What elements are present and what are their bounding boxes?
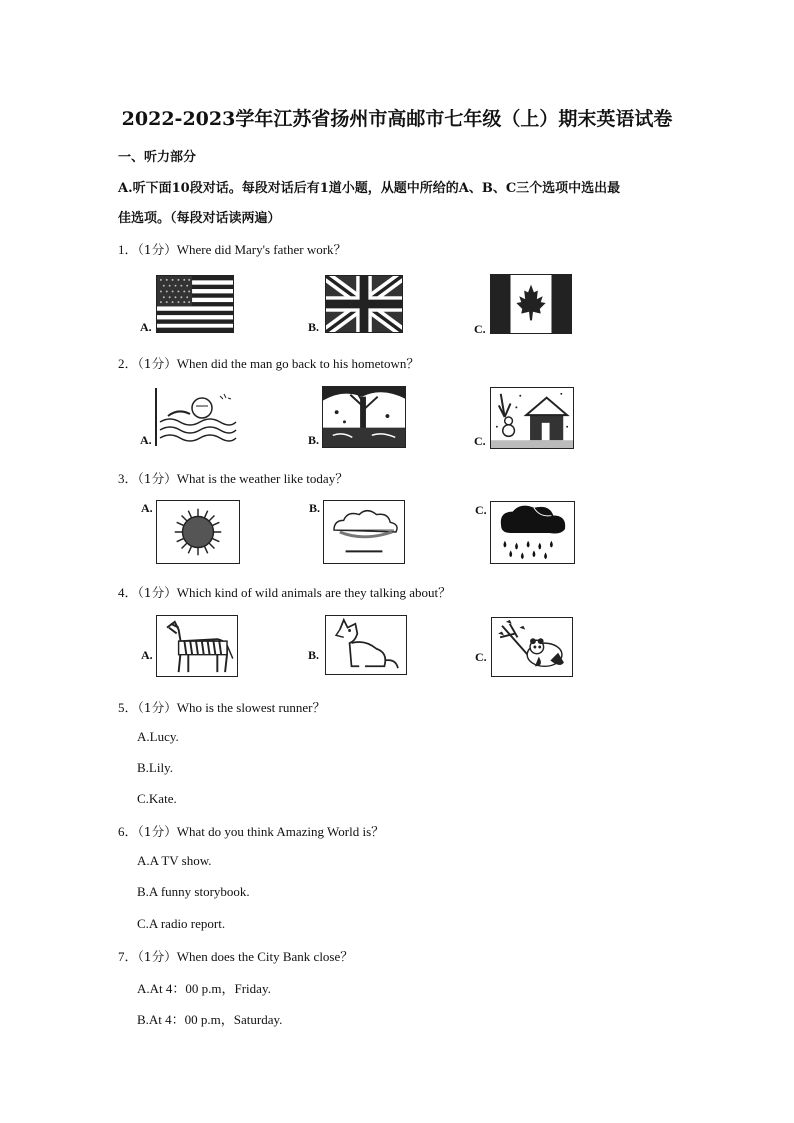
question-text: What is the weather like today？ — [176, 471, 349, 486]
option-label-a[interactable]: A. — [141, 501, 153, 515]
question-6 — [118, 821, 384, 840]
option-label-a[interactable]: A. — [141, 648, 153, 662]
question-number: 2． — [118, 356, 138, 371]
wolf-icon[interactable] — [325, 615, 407, 675]
zebra-icon[interactable] — [156, 615, 238, 677]
usa-flag-icon[interactable] — [156, 275, 234, 333]
option-label-c[interactable]: C. — [474, 434, 486, 448]
option-a[interactable]: A.Lucy. — [137, 729, 179, 744]
question-4 — [118, 582, 451, 601]
question-5 — [118, 697, 325, 716]
option-label-c[interactable]: C. — [475, 503, 487, 517]
question-text: What do you think Amazing World is？ — [176, 824, 385, 839]
question-points: （1分） — [137, 700, 177, 715]
uk-flag-icon[interactable] — [325, 275, 403, 333]
question-points: （1分） — [137, 824, 177, 839]
instruction-line-2: 佳选项。（每段对话读两遍） — [118, 211, 281, 226]
question-number: 6． — [118, 824, 138, 839]
question-number: 3． — [118, 471, 138, 486]
option-label-a[interactable]: A. — [140, 320, 152, 334]
option-label-c[interactable]: C. — [474, 322, 486, 336]
question-text: Where did Mary's father work？ — [176, 242, 347, 257]
canada-flag-icon[interactable] — [490, 274, 572, 334]
question-number: 1． — [118, 242, 138, 257]
option-c[interactable]: C.A radio report. — [137, 916, 226, 931]
option-label-b[interactable]: B. — [309, 501, 321, 515]
question-points: （1分） — [137, 356, 177, 371]
option-b[interactable]: B.Lily. — [137, 760, 173, 775]
question-points: （1分） — [137, 949, 177, 964]
question-2 — [118, 353, 419, 372]
autumn-tree-icon[interactable] — [322, 386, 406, 448]
option-label-b[interactable]: B. — [308, 433, 320, 447]
section-heading: 一、听力部分 — [118, 150, 197, 165]
question-number: 4． — [118, 585, 138, 600]
option-a[interactable]: A.At 4：00 p.m，Friday. — [137, 981, 271, 996]
instruction-line-1: A.听下面10段对话。每段对话后有1道小题，从题中所给的A、B、C三个选项中选出最 — [118, 181, 621, 196]
page-title: 2022-2023学年江苏省扬州市高邮市七年级（上）期末英语试卷 — [121, 108, 673, 130]
cloud-icon[interactable] — [323, 500, 405, 564]
question-points: （1分） — [137, 471, 177, 486]
question-7 — [118, 946, 353, 965]
option-label-b[interactable]: B. — [308, 320, 320, 334]
question-text: Who is the slowest runner？ — [176, 700, 326, 715]
rain-icon[interactable] — [490, 501, 575, 564]
option-c[interactable]: C.Kate. — [137, 791, 177, 806]
panda-icon[interactable] — [491, 617, 573, 677]
option-b[interactable]: B.A funny storybook. — [137, 884, 250, 899]
sun-icon[interactable] — [156, 500, 240, 564]
question-1 — [118, 239, 347, 258]
swimming-summer-icon[interactable] — [154, 386, 238, 448]
question-text: When did the man go back to his hometown？ — [176, 356, 420, 371]
option-a[interactable]: A.A TV show. — [137, 853, 212, 868]
option-label-a[interactable]: A. — [140, 433, 152, 447]
question-points: （1分） — [137, 242, 177, 257]
question-number: 7． — [118, 949, 138, 964]
option-label-c[interactable]: C. — [475, 650, 487, 664]
question-3 — [118, 468, 348, 487]
question-points: （1分） — [137, 585, 177, 600]
question-number: 5． — [118, 700, 138, 715]
option-b[interactable]: B.At 4：00 p.m，Saturday. — [137, 1012, 283, 1027]
question-text: When does the City Bank close？ — [176, 949, 354, 964]
snowy-winter-icon[interactable] — [490, 387, 574, 449]
option-label-b[interactable]: B. — [308, 648, 320, 662]
question-text: Which kind of wild animals are they talking about？ — [176, 585, 452, 600]
